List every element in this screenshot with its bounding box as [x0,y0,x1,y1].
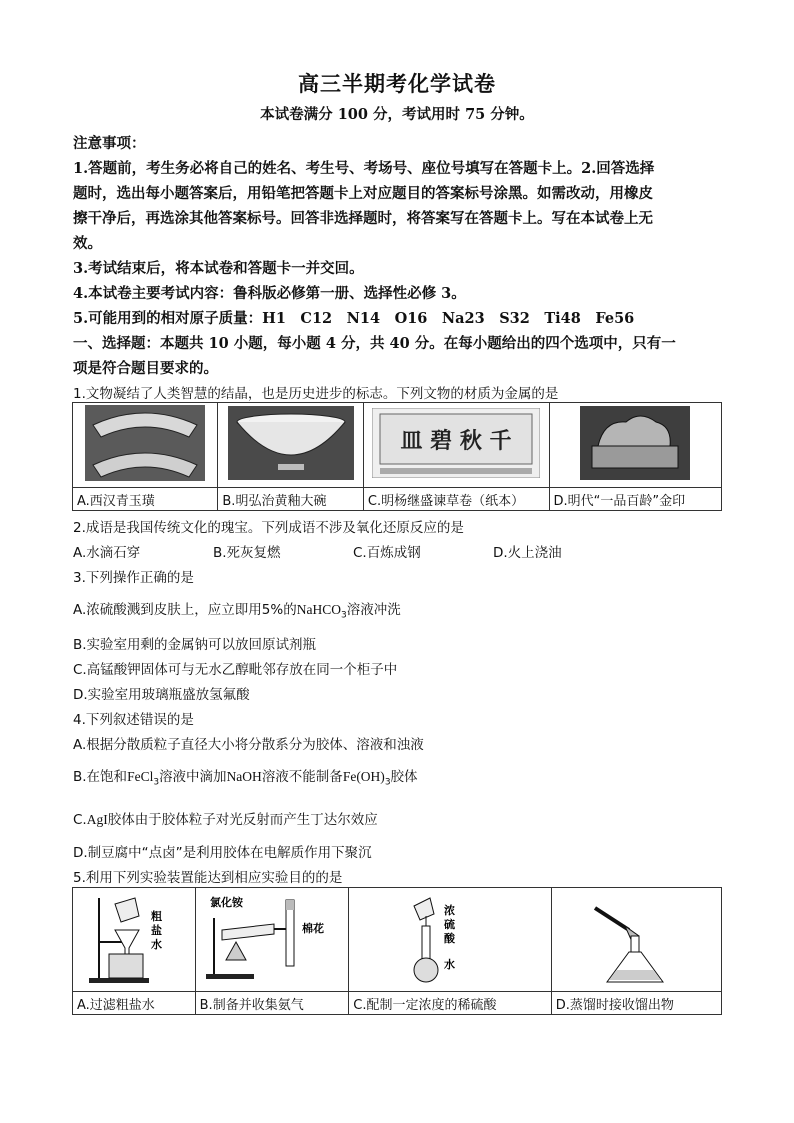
q1-figure-table [72,402,722,511]
q3-option-c: C.高锰酸钾固体可与无水乙醇毗邻存放在同一个柜子中 [73,662,398,678]
q4-option-c-prefix: C. [73,812,87,828]
label-c4: 水 [444,957,455,971]
q4-option-b-sub-3: 3 [384,777,391,788]
notes-line-2: 题时，选出每小题答案后，用铅笔把答题卡上对应题目的答案标号涂黑。如需改动，用橡皮 [73,185,653,202]
q5-option-d: D.蒸馏时接收馏出物 [551,992,721,1015]
scroll-text: 皿 碧 秋 千 [400,428,512,454]
label-a2: 盐 [150,923,162,937]
exam-title: 高三半期考化学试卷 [298,71,496,96]
q2-options [73,541,723,561]
q3-option-b: B.实验室用剩的金属钠可以放回原试剂瓶 [73,637,317,653]
q2-option-d: D.火上浇油 [493,545,562,561]
q3-option-a-text: A.浓硫酸溅到皮肤上，应立即用5%的 [73,602,297,618]
label-b2: 棉花 [301,921,324,935]
q5-image-cell-b [195,888,349,992]
porcelain-bowl-photo [228,406,354,480]
q4-option-b-sub-1: 3 [153,777,160,788]
label-a3: 水 [150,937,162,951]
label-a1: 粗 [150,909,162,923]
notes-line-4: 效。 [73,235,102,252]
q4-option-b-formula-1: FeCl [127,769,154,784]
q5-option-c: C.配制一定浓度的稀硫酸 [349,992,552,1015]
q1-option-a: A.西汉青玉璜 [73,488,218,511]
q2-option-a: A.水滴石穿 [73,545,141,561]
q5-figure-table [72,887,722,1015]
q3-stem: 3.下列操作正确的是 [73,570,194,586]
label-c3: 酸 [444,931,455,945]
q4-option-b-formula-2: NaOH [226,769,262,784]
q4-option-b-text-4: 胶体 [390,769,418,785]
label-c1: 浓 [444,903,455,917]
notes-heading: 注意事项： [73,135,146,152]
notes-line-6: 4.本试卷主要考试内容：鲁科版必修第一册、选择性必修 3。 [73,285,466,302]
q2-option-b: B.死灰复燃 [213,545,281,561]
q3-option-a-subscript: 3 [340,610,347,621]
q5-image-cell-a [73,888,196,992]
q5-image-cell-d [551,888,721,992]
q1-image-cell-b [218,403,364,488]
label-b1: 氯化铵 [209,895,243,909]
q4-option-b-text-2: 溶液中滴加 [159,769,227,785]
q5-image-cell-c [349,888,552,992]
q4-option-c-text: 胶体由于胶体粒子对光反射而产生丁达尔效应 [107,812,378,828]
gold-seal-photo [580,406,690,480]
q4-option-b-formula-3: Fe(OH) [342,769,385,784]
q5-stem: 5.利用下列实验装置能达到相应实验目的的是 [73,870,343,886]
filtration-apparatus-icon [79,890,189,986]
distillation-receiver-icon [581,890,691,986]
q1-image-cell-a [73,403,218,488]
jade-bi-photo [85,405,205,481]
q1-image-cell-d [549,403,722,488]
q3-option-a-formula: NaHCO [296,602,341,617]
q1-stem: 1.文物凝结了人类智慧的结晶，也是历史进步的标志。下列文物的材质为金属的是 [73,386,559,402]
q4-option-c [73,808,723,828]
q2-stem: 2.成语是我国传统文化的瑰宝。下列成语不涉及氧化还原反应的是 [73,520,464,536]
q4-stem: 4.下列叙述错误的是 [73,712,194,728]
label-c2: 硫 [444,917,455,931]
notes-line-5: 3.考试结束后，将本试卷和答题卡一并交回。 [73,260,364,277]
q5-option-a: A.过滤粗盐水 [73,992,196,1015]
q2-option-c: C.百炼成钢 [353,545,421,561]
notes-line-7: 5.可能用到的相对原子质量：H1 C12 N14 O16 Na23 S32 Ti48 Fe56 [73,310,635,327]
q3-option-a [73,598,723,621]
q4-option-b-text-1: B.在饱和 [73,769,128,785]
dilution-apparatus-icon [390,890,510,986]
q4-option-b-text-3: 溶液不能制备 [261,769,343,785]
section-1-line-1: 一、选择题：本题共 10 小题，每小题 4 分，共 40 分。在每小题给出的四个选项中，只有一 [73,335,676,352]
exam-subtitle: 本试卷满分 100 分，考试用时 75 分钟。 [260,106,534,123]
q1-image-cell-c [363,403,549,488]
notes-line-3: 擦干净后，再选涂其他答案标号。回答非选择题时，将答案写在答题卡上。写在本试卷上无 [73,210,653,227]
q4-option-b [73,765,723,788]
notes-line-1: 1.答题前，考生务必将自己的姓名、考生号、考场号、座位号填写在答题卡上。2.回答选择 [73,160,655,177]
section-1-line-2: 项是符合题目要求的。 [73,360,218,377]
q3-option-a-suffix: 溶液冲洗 [346,602,401,618]
q1-option-b: B.明弘治黄釉大碗 [218,488,364,511]
q1-option-d: D.明代“一品百龄”金印 [549,488,722,511]
ammonia-apparatus-icon [202,890,342,986]
q4-option-a: A.根据分散质粒子直径大小将分散系分为胶体、溶液和浊液 [73,737,424,753]
q3-option-d: D.实验室用玻璃瓶盛放氢氟酸 [73,687,250,703]
q4-option-c-formula: AgI [86,812,108,827]
q4-option-d: D.制豆腐中“点卤”是利用胶体在电解质作用下聚沉 [73,845,372,861]
calligraphy-scroll-photo [372,408,540,478]
q1-option-c: C.明杨继盛谏草卷（纸本） [363,488,549,511]
q5-option-b: B.制备并收集氨气 [195,992,349,1015]
